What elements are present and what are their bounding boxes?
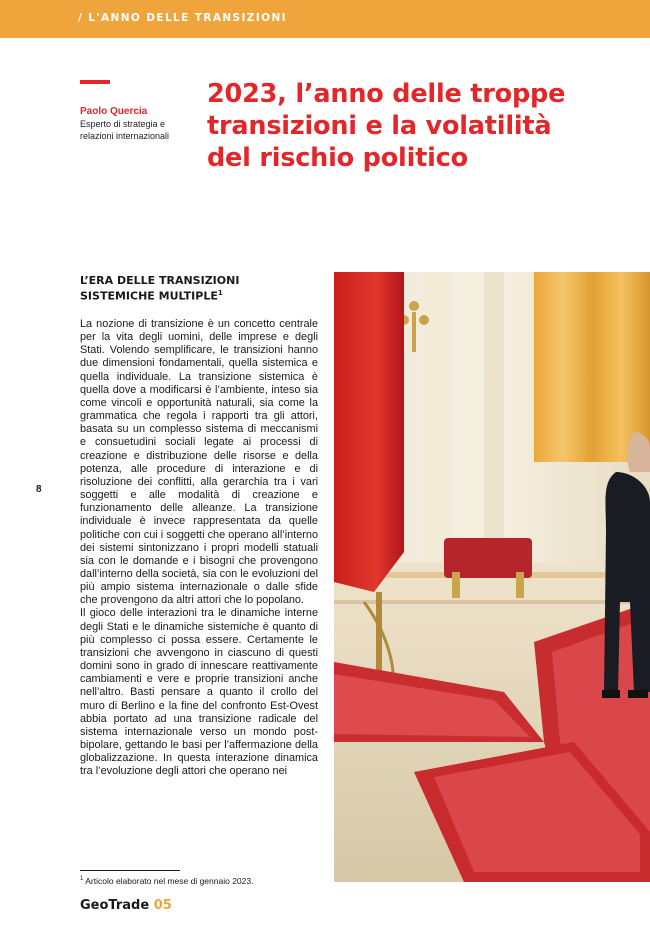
body-paragraph-2: Il gioco delle interazioni tra le dinamiche interne degli Stati e le dinamiche sistemiche è quanto di più complesso ci possa essere. Certamente le transizioni che avvengono in ciascuno di questi domini sono in grado di innescare reattivamente cambiamenti e vere e proprie transizioni anche nell’altro. Basti pensare a quanto il crollo del muro di Berlino e la fine del confronto Est-Ovest abbia portato ad una transizione radicale del sistema internazionale verso un mondo post-bipolare, gettando le basi per l’affermazione della globalizzazione. In questa interazione dinamica tra l’evoluzione degli attori che operano nei (80, 607, 318, 778)
section-subheading (80, 274, 330, 303)
author-role-line-2: relazioni internazionali (80, 130, 170, 141)
author-role (80, 119, 200, 142)
page-number: 8 (36, 484, 42, 495)
headline-line-2: transizioni e la volatilità (207, 111, 552, 141)
magazine-footer (80, 898, 172, 913)
author-name: Paolo Quercia (80, 106, 148, 117)
footnote-mark: 1 (80, 876, 84, 883)
magazine-issue: 05 (153, 898, 172, 913)
hall-photo-illustration (334, 272, 650, 882)
headline-line-3: del rischio politico (207, 143, 468, 173)
footnote-divider (80, 870, 180, 871)
author-block (80, 106, 200, 142)
author-role-line-1: Esperto di strategia e (80, 119, 166, 129)
headline-line-1: 2023, l’anno delle troppe (207, 79, 566, 109)
section-banner (0, 0, 650, 38)
subheading-line-1: L’ERA DELLE TRANSIZIONI (80, 274, 240, 287)
section-title: / L'ANNO DELLE TRANSIZIONI (78, 12, 287, 24)
magazine-name: GeoTrade (80, 898, 150, 913)
article-headline (207, 78, 627, 174)
footnote-text: Articolo elaborato nel mese di gennaio 2023. (83, 876, 254, 886)
footnote (80, 876, 253, 886)
article-photo (334, 272, 650, 882)
article-body (80, 318, 318, 778)
body-paragraph-1: La nozione di transizione è un concetto centrale per la vita degli uomini, delle imprese e degli Stati. Volendo semplificare, le transizioni hanno due dimensioni fondamentali, quella sistemica e quella individuale. La transizione sistemica è quella dove a modificarsi è l’ambiente, inteso sia come vincoli e opportunità naturali, sia come la grammatica che regola i rapporti tra gli attori, basata su un complesso sistema di meccanismi e consuetudini sociali legate ai processi di creazione e distribuzione delle risorse e della potenza, alle procedure di interazione e di risoluzione dei conflitti, alla gerarchia tra i vari soggetti e alle modalità di creazione e funzionamento delle alleanze. La transizione individuale è invece rappresentata da quelle politiche con cui i soggetti che operano all’interno dei sistemi sintonizzano i propri modelli statuali sia con le domande e i bisogni che provengono dall’interno della società, sia con le evoluzioni del più ampio sistema internazionale o dalle sfide che provengono da altri attori che lo popolano. (80, 318, 318, 607)
subheading-footnote-mark: 1 (217, 289, 223, 297)
subheading-line-2: SISTEMICHE MULTIPLE (80, 289, 218, 303)
author-accent-line (80, 80, 110, 84)
